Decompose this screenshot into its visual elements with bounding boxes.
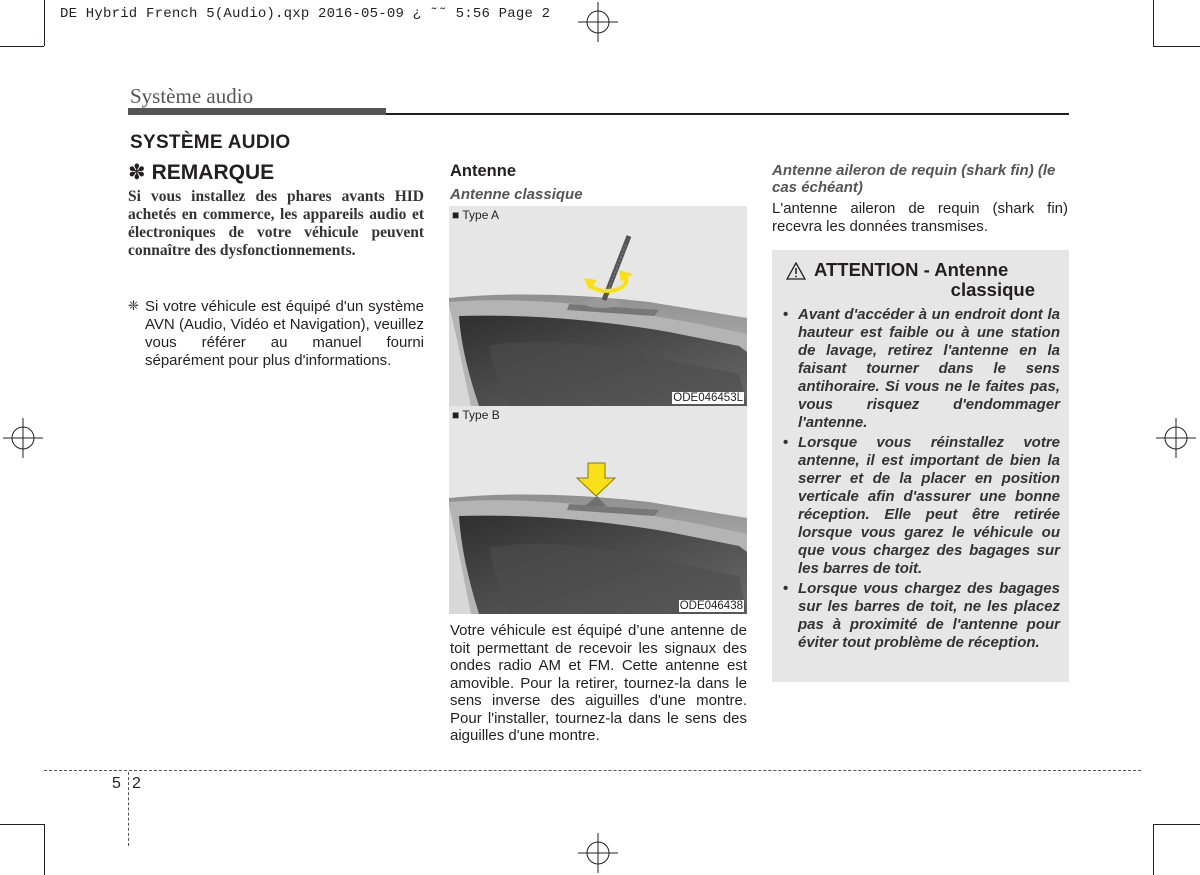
asterisk-icon: ✽ [128, 160, 146, 184]
registration-mark-icon [3, 418, 43, 458]
crop-mark [0, 46, 44, 47]
registration-mark-icon [1156, 418, 1196, 458]
registration-mark-icon [578, 833, 618, 873]
section-title: Système audio [130, 84, 254, 108]
registration-mark-icon [578, 2, 618, 42]
figure-a-label: ■ Type A [452, 208, 500, 222]
figure-b-code: ODE046438 [679, 600, 743, 612]
remarque-heading [128, 160, 274, 185]
crop-mark [1153, 0, 1154, 46]
page-heading: SYSTÈME AUDIO [130, 132, 291, 153]
crop-mark [44, 0, 45, 46]
figure-type-a [449, 206, 747, 406]
attention-title-line1: ATTENTION - Antenne [814, 259, 1009, 280]
attention-bullet: • Avant d'accéder à un endroit dont la hauteur est faible ou à une station de lavage, retirez l'antenne en la faisant tourner dans le sens antihoraire. Si vous ne le faites pas, vous risquez d'endommager l'antenne. [782, 306, 1060, 432]
title-rule [386, 113, 1069, 115]
remarque-text: Si vous installez des phares avants HID achetés en commerce, les appareils audio et électroniques de votre véhicule peuvent connaître des dysfonctionnements. [128, 188, 424, 259]
avn-note [128, 298, 424, 370]
footer-dashed-rule [44, 770, 1141, 771]
figure-a-code: ODE046453L [673, 392, 743, 404]
crop-mark [1153, 824, 1154, 875]
figure-b-label: ■ Type B [452, 408, 500, 422]
car-roof-short-antenna-illustration [449, 406, 747, 614]
crop-mark [1153, 46, 1200, 47]
shark-fin-text: L'antenne aileron de requin (shark fin) recevra les données transmises. [772, 200, 1068, 235]
page-number: 2 [132, 775, 141, 792]
attention-heading [782, 260, 1057, 300]
print-slug: DE Hybrid French 5(Audio).qxp 2016-05-09 ¿ ˜˜ 5:56 Page 2 [60, 6, 551, 22]
attention-bullet: • Lorsque vous chargez des bagages sur les barres de toit, ne les placez pas à proximité de l'antenne pour éviter tout problème de réception. [782, 580, 1060, 652]
page-section-number: 5 [112, 775, 121, 792]
title-bar [128, 108, 386, 115]
antenne-subheading: Antenne classique [450, 186, 583, 203]
antenne-heading: Antenne [450, 162, 516, 180]
shark-fin-heading: Antenne aileron de requin (shark fin) (le cas échéant) [772, 162, 1056, 196]
crop-mark [1153, 824, 1200, 825]
remarque-title: REMARQUE [151, 161, 275, 184]
figure-type-b [449, 406, 747, 614]
avn-note-text: Si votre véhicule est équipé d'un système AVN (Audio, Vidéo et Navigation), veuillez vous référer au manuel fourni séparément pour plus d'informations. [145, 298, 424, 369]
attention-list [782, 306, 1060, 654]
attention-title-line2: classique [950, 279, 1035, 300]
warning-triangle-icon [786, 262, 806, 280]
attention-bullet: • Lorsque vous réinstallez votre antenne, il est important de bien la serrer et de la placer en position verticale afin d'assurer une bonne réception. Elle peut être retirée lorsque vous garez le véhicule ou que vous chargez des bagages sur les barres de toit. [782, 434, 1060, 578]
car-roof-mast-antenna-illustration [449, 206, 747, 406]
attention-box [772, 250, 1069, 682]
antenne-body-text: Votre véhicule est équipé d’une antenne de toit permettant de recevoir les signaux des ondes radio AM et FM. Cette antenne est amovible. Pour la retirer, tournez-la dans le sens inverse des aiguilles d'une montre. Pour l'installer, tournez-la dans le sens des aiguilles d'une montre. [450, 622, 747, 744]
footer-dashed-divider [128, 772, 129, 846]
crop-mark [0, 824, 44, 825]
crop-mark [44, 824, 45, 875]
note-asterisk-icon: ❈ [128, 299, 139, 314]
